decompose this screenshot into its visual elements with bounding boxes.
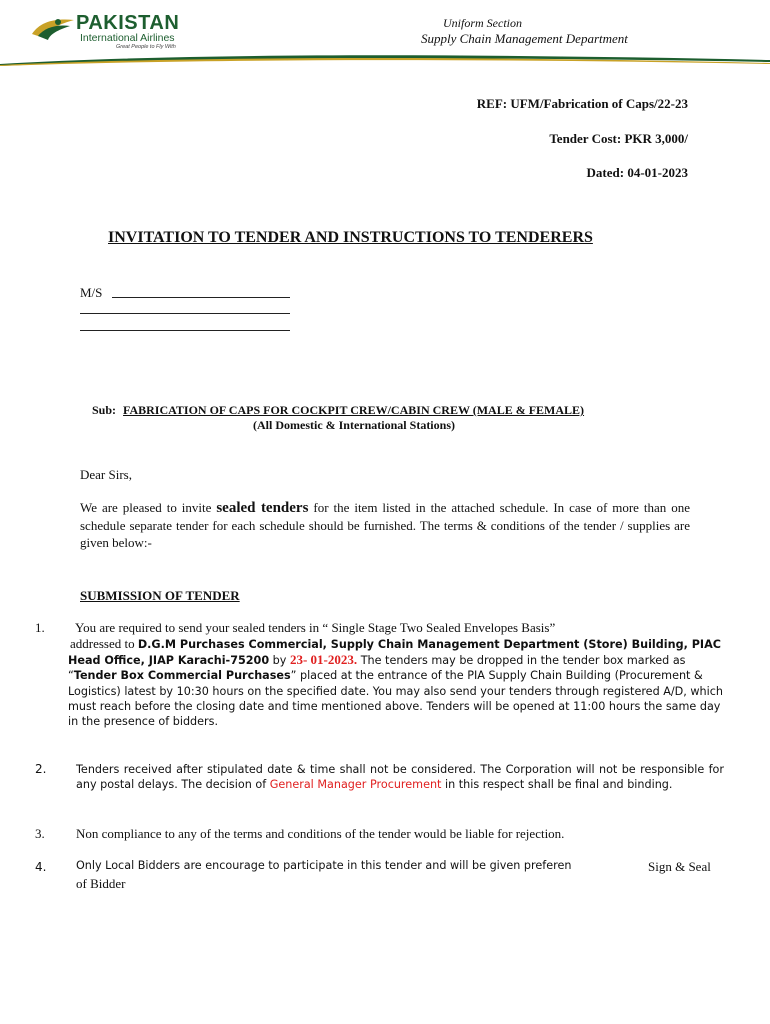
subject-text: FABRICATION OF CAPS FOR COCKPIT CREW/CABIN CREW (MALE & FEMALE) — [123, 403, 585, 417]
logo-subtitle: International Airlines — [80, 32, 175, 44]
item-1-closing-date: 23- 01-2023. — [289, 652, 358, 668]
department-name: Supply Chain Management Department — [421, 31, 628, 46]
logo-tagline: Great People to Fly With — [116, 44, 176, 50]
list-item-3-body: Non compliance to any of the terms and conditions of the tender would be liable for rejection. — [76, 826, 565, 841]
addressee-blank-line — [80, 330, 290, 331]
section-name: Uniform Section — [443, 16, 522, 30]
addressee-field — [80, 285, 102, 301]
sign-and-seal-label: Sign & Seal — [648, 859, 711, 874]
list-number: 3. — [35, 826, 45, 841]
item-1-by: by — [269, 654, 290, 668]
intro-text: We are pleased to invite — [80, 500, 217, 515]
pia-logo — [30, 12, 210, 50]
intro-text: for the item listed in the attached schedule. In case of more than one schedule separate tender for each schedule should be furnished. The terms & conditions of the tender / supplies are given below:- — [80, 500, 690, 550]
item-1-tender-box: Tender Box Commercial Purchases — [73, 669, 291, 683]
list-item-1-first-line — [35, 620, 555, 636]
intro-paragraph — [80, 499, 690, 551]
tender-cost: Tender Cost: PKR 3,000/ — [549, 131, 688, 146]
reference-number: REF: UFM/Fabrication of Caps/22-23 — [476, 96, 688, 111]
addressee-blank-line — [112, 297, 290, 298]
section-heading: SUBMISSION OF TENDER — [80, 588, 240, 603]
document-title: INVITATION TO TENDER AND INSTRUCTIONS TO TENDERERS — [108, 229, 593, 246]
item-2-text: in this respect shall be final and binding. — [441, 778, 673, 792]
intro-highlight: sealed tenders — [216, 500, 309, 516]
addressee-blank-line — [80, 313, 290, 314]
item-1-rest: ” placed at the entrance of the PIA Supply Chain Building (Procurement & Logistics) latest by 10:30 hours on the specified date. You may also send your tenders through registered A/D, which must reach before the closing date and time mentioned above. Tenders will be opened at 11:00 hours the same day in the presence of bidders. — [68, 669, 723, 729]
list-number: 2. — [35, 762, 47, 776]
list-number: 4. — [35, 860, 47, 874]
subject-stations: (All Domestic & International Stations) — [253, 418, 455, 432]
item-2-highlight: General Manager Procurement — [269, 778, 442, 792]
logo-name: PAKISTAN — [76, 12, 180, 34]
list-item-4-body: Only Local Bidders are encourage to participate in this tender and will be given preferen — [76, 859, 572, 872]
header-divider — [0, 52, 770, 66]
list-item-1-body — [68, 636, 724, 729]
item-2-text: Tenders received after stipulated date & time shall not be considered. The Corporation will not be responsible for any postal delays. The decision of — [76, 763, 724, 792]
subject-line — [92, 403, 584, 418]
document-date: Dated: 04-01-2023 — [586, 165, 688, 180]
item-1-addressed: addressed to — [70, 636, 138, 651]
pia-logo-icon — [30, 14, 76, 42]
addressee-label: M/S — [80, 285, 103, 300]
item-1-address: D.G.M Purchases Commercial, Supply Chain Management Department (Store) Building, PIAC Head Office, JIAP Karachi-75200 — [68, 638, 721, 668]
list-item-4-continuation: of Bidder — [76, 876, 126, 891]
salutation: Dear Sirs, — [80, 467, 132, 482]
list-number: 1. — [35, 620, 45, 635]
item-1-dropped: The tenders may be dropped in the tender box marked as “ — [68, 654, 686, 683]
list-item-2-body — [76, 762, 724, 792]
item-1-intro: You are required to send your sealed tenders in “ Single Stage Two Sealed Envelopes Basis” — [75, 620, 556, 635]
subject-label: Sub: — [92, 403, 117, 417]
